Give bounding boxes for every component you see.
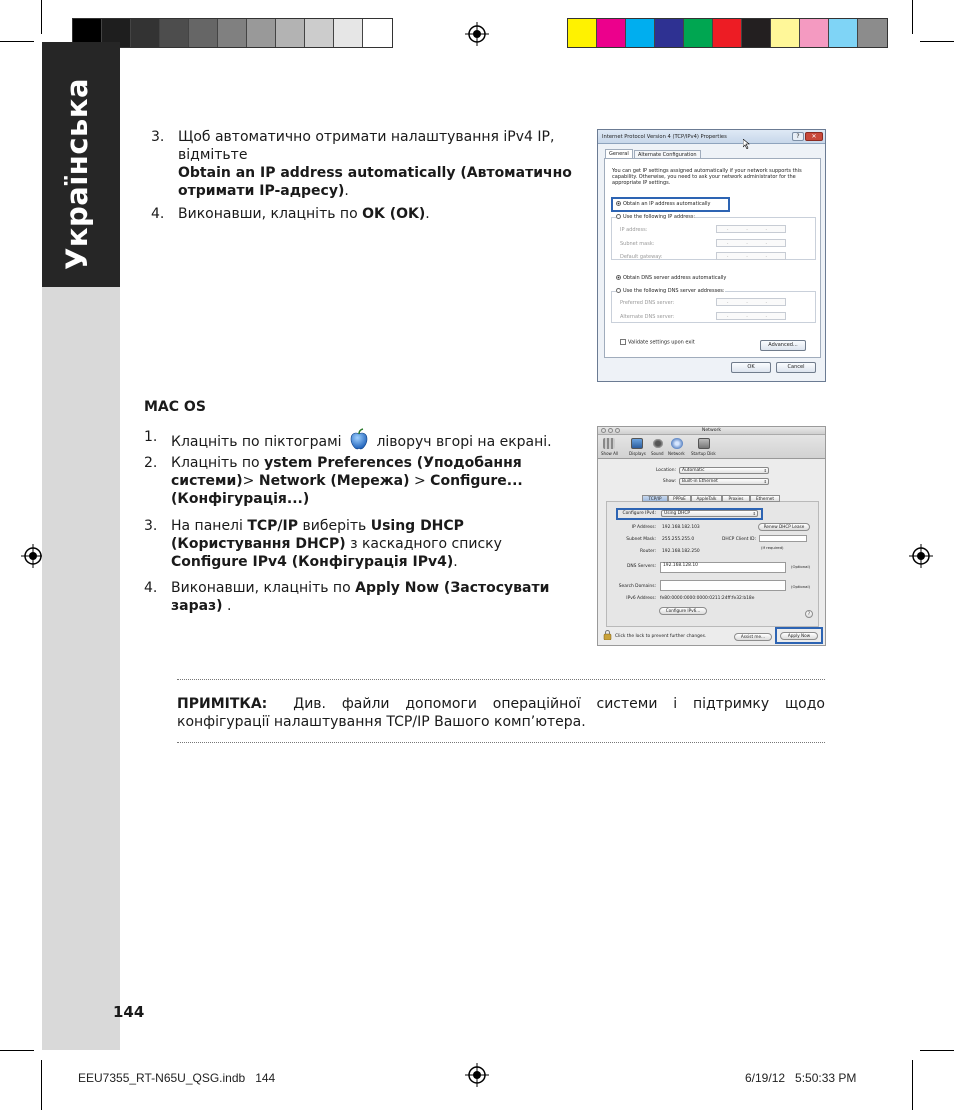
dhcp-client-id-label: DHCP Client ID: — [721, 537, 756, 542]
crop-mark — [0, 41, 34, 42]
registration-mark-icon — [465, 1063, 489, 1087]
toolbar-label: Startup Disk — [691, 451, 716, 456]
tab-alternate-configuration[interactable]: Alternate Configuration — [634, 150, 701, 159]
registration-mark-icon — [909, 544, 933, 568]
toolbar-label: Sound — [651, 451, 664, 456]
note-block — [177, 695, 825, 731]
system-preferences-bold: ystem Preferences (Уподобання системи) — [171, 455, 522, 489]
displays-icon[interactable] — [631, 438, 643, 449]
show-label: Show: — [662, 479, 676, 484]
step-text — [178, 128, 588, 200]
configure-ipv4-label: Configure IPv4: — [622, 511, 656, 516]
note-label: ПРИМІТКА: — [177, 696, 268, 712]
configure-ipv4-popup[interactable]: Using DHCP ⇕ — [661, 510, 758, 517]
toolbar-label: Show All — [601, 451, 619, 456]
tab-proxies[interactable]: Proxies — [722, 495, 750, 502]
ipv6-address-label: IPv6 Address: — [626, 596, 656, 601]
color-swatch — [771, 19, 800, 47]
sound-icon[interactable] — [652, 438, 664, 449]
lock-icon[interactable] — [603, 630, 612, 640]
crop-mark — [920, 1050, 954, 1051]
crop-mark — [0, 1050, 34, 1051]
toolbar-label: Displays — [629, 451, 646, 456]
step-number: 1. — [144, 429, 158, 445]
configure-bold: Configure... (Конфігурація...) — [171, 473, 523, 507]
obtain-ip-bold: Obtain an IP address automatically (Автоматично отримати IP-адресу) — [178, 165, 572, 199]
checkbox-icon — [620, 339, 626, 345]
dns-servers-label: DNS Servers: — [626, 564, 656, 569]
using-dhcp-bold: Using DHCP (Користування DHCP) — [171, 518, 464, 552]
note-divider-bottom — [177, 742, 825, 743]
apply-now-button[interactable]: Apply Now — [780, 632, 818, 640]
footer-file-info: EEU7355_RT-N65U_QSG.indb 144 — [78, 1071, 276, 1085]
alternate-dns-field[interactable]: . . . — [716, 312, 786, 320]
side-language-title: Українська — [60, 77, 94, 270]
color-swatch — [597, 19, 626, 47]
color-swatch — [800, 19, 829, 47]
color-swatch — [713, 19, 742, 47]
step-number: 2. — [144, 455, 158, 471]
obtain-ip-radio[interactable] — [616, 201, 711, 207]
step-line: відмітьте — [178, 147, 248, 163]
router-value: 192.168.182.250 — [662, 549, 700, 554]
startup-disk-icon[interactable] — [698, 438, 710, 449]
close-icon[interactable]: ✕ — [805, 132, 823, 141]
step-pre: Клацніть по піктограмі — [171, 434, 342, 450]
help-icon[interactable]: ? — [792, 132, 804, 141]
punct: . — [344, 183, 349, 199]
ok-bold: OK (OK) — [362, 206, 426, 222]
tcpip-bold: TCP/IP — [247, 518, 299, 534]
dhcp-client-id-field[interactable] — [759, 535, 807, 542]
color-swatch — [684, 19, 713, 47]
subnet-mask-label: Subnet Mask: — [626, 537, 656, 542]
process-color-bar — [567, 18, 888, 48]
gateway-label: Default gateway: — [620, 254, 663, 260]
obtain-dns-radio[interactable] — [616, 275, 726, 281]
color-swatch — [568, 19, 597, 47]
cancel-button[interactable]: Cancel — [776, 362, 816, 373]
grayscale-color-bar — [72, 18, 393, 48]
checkbox-label: Validate settings upon exit — [628, 339, 695, 346]
advanced-button[interactable]: Advanced... — [760, 340, 806, 351]
if-required-note: (If required) — [761, 545, 784, 550]
crop-mark — [41, 1060, 42, 1110]
ipv6-address-value: fe80:0000:0000:0000:0211:24ff:fe32:b18e — [660, 596, 755, 601]
registration-mark-icon — [465, 22, 489, 46]
crop-mark — [41, 0, 42, 34]
note-divider-top — [177, 679, 825, 680]
radio-selected-icon — [616, 275, 621, 280]
radio-label: Use the following DNS server addresses: — [623, 288, 725, 294]
color-swatch — [829, 19, 858, 47]
color-swatch — [858, 19, 887, 47]
toolbar-label: Network — [668, 451, 685, 456]
step-pre: Клацніть по — [171, 455, 265, 471]
optional-note: (Optional) — [791, 584, 811, 589]
ip-address-label: IP Address: — [631, 525, 656, 530]
subnet-mask-value: 255.255.255.0 — [662, 537, 695, 542]
color-swatch — [655, 19, 684, 47]
step-line: Щоб автоматично отримати налаштування iPv4 IP, — [178, 129, 555, 145]
punct: . — [453, 554, 458, 570]
step-text — [171, 517, 581, 571]
color-swatch — [305, 19, 334, 47]
step-number: 3. — [151, 129, 165, 145]
color-swatch — [334, 19, 363, 47]
alternate-dns-label: Alternate DNS server: — [620, 314, 675, 320]
network-bold: Network (Мережа) — [258, 473, 410, 489]
configure-ipv4-bold: Configure IPv4 (Конфігурація IPv4) — [171, 554, 454, 570]
apply-now-bold: Apply Now (Застосувати зараз) — [171, 580, 550, 614]
punct: . — [425, 206, 430, 222]
help-button[interactable]: ? — [805, 610, 813, 618]
mac-titlebar — [598, 427, 825, 435]
configure-ipv6-button[interactable]: Configure IPv6... — [659, 607, 707, 615]
mac-toolbar — [598, 435, 825, 459]
general-panel — [604, 158, 821, 358]
ip-address-label: IP address: — [620, 227, 648, 233]
step-mid: виберіть — [298, 518, 371, 534]
tab-general[interactable]: General — [605, 149, 633, 159]
radio-icon — [616, 214, 621, 219]
mac-os-heading: MAC OS — [144, 399, 206, 415]
tab-pppoe[interactable]: PPPoE — [668, 495, 691, 502]
ip-address-field[interactable]: . . . — [716, 225, 786, 233]
location-popup[interactable]: Automatic ⇕ — [679, 467, 769, 474]
renew-dhcp-button[interactable]: Renew DHCP Lease — [758, 523, 810, 531]
use-ip-radio[interactable] — [616, 214, 695, 220]
step-text — [171, 454, 566, 508]
optional-note: (Optional) — [791, 564, 811, 569]
step-number: 3. — [144, 518, 158, 534]
color-swatch — [131, 19, 160, 47]
search-domains-label: Search Domains: — [618, 584, 656, 589]
tab-appletalk[interactable]: AppleTalk — [691, 495, 722, 502]
color-swatch — [189, 19, 218, 47]
step-post: ліворуч вгорі на екрані. — [376, 434, 552, 450]
step-line — [178, 164, 588, 200]
search-domains-field[interactable] — [660, 580, 786, 591]
radio-icon — [616, 288, 621, 293]
color-swatch — [218, 19, 247, 47]
color-swatch — [363, 19, 392, 47]
subnet-field[interactable]: . . . — [716, 239, 786, 247]
color-swatch — [742, 19, 771, 47]
preferred-dns-label: Preferred DNS server: — [620, 300, 675, 306]
radio-label: Obtain an IP address automatically — [623, 201, 711, 207]
crop-mark — [920, 41, 954, 42]
radio-label: Use the following IP address: — [623, 214, 696, 220]
step-text — [178, 205, 430, 223]
location-label: Location: — [655, 468, 676, 473]
dns-servers-field[interactable]: 192.168.128.10 — [660, 562, 786, 573]
step-pre: Виконавши, клацніть по — [171, 580, 356, 596]
note-text: Див. файли допомоги операційної системи і підтримку щодо конфігурації налаштування TCP/IP Вашого комп’ютера. — [177, 696, 825, 730]
separator: > — [409, 473, 431, 489]
dialog-titlebar — [598, 130, 825, 144]
network-icon[interactable] — [671, 438, 683, 449]
mac-network-panel — [597, 426, 826, 646]
color-swatch — [247, 19, 276, 47]
step-pre: На панелі — [171, 518, 248, 534]
dialog-description: You can get IP settings assigned automatically if your network supports this capability. Otherwise, you need to ask your network administrator for the appropriate IP settings. — [612, 168, 802, 186]
step-pre: Виконавши, клацніть по — [178, 206, 363, 222]
mouse-cursor-icon — [743, 139, 750, 149]
tab-tcpip[interactable]: TCP/IP — [642, 495, 668, 502]
ip-address-value: 192.168.182.103 — [662, 525, 700, 530]
validate-checkbox[interactable] — [620, 339, 695, 346]
apple-icon — [348, 428, 370, 450]
footer-timestamp: 6/19/12 5:50:33 PM — [745, 1071, 857, 1085]
tab-ethernet[interactable]: Ethernet — [750, 495, 780, 502]
mac-window-title: Network — [701, 428, 722, 433]
gateway-field[interactable]: . . . — [716, 252, 786, 260]
preferred-dns-field[interactable]: . . . — [716, 298, 786, 306]
lock-text: Click the lock to prevent further changes. — [615, 634, 707, 639]
step-number: 4. — [144, 580, 158, 596]
router-label: Router: — [640, 549, 656, 554]
page-number: 144 — [113, 1003, 145, 1021]
radio-selected-icon — [616, 201, 621, 206]
crop-mark — [912, 0, 913, 34]
color-swatch — [276, 19, 305, 47]
separator: > — [242, 473, 259, 489]
use-dns-radio[interactable] — [616, 288, 725, 294]
show-popup[interactable]: Built-in Ethernet ⇕ — [679, 478, 769, 485]
color-swatch — [626, 19, 655, 47]
radio-label: Obtain DNS server address automatically — [623, 275, 727, 281]
step-text — [171, 579, 581, 615]
dialog-title: Internet Protocol Version 4 (TCP/IPv4) Properties — [602, 134, 727, 140]
color-swatch — [160, 19, 189, 47]
step-mid: з каскадного списку — [345, 536, 502, 552]
ok-button[interactable]: OK — [731, 362, 771, 373]
show-all-icon[interactable] — [603, 438, 615, 449]
assist-me-button[interactable]: Assist me... — [734, 633, 772, 641]
step-text — [171, 428, 552, 451]
punct: . — [222, 598, 232, 614]
subnet-label: Subnet mask: — [620, 241, 655, 247]
step-number: 4. — [151, 206, 165, 222]
crop-mark — [912, 1060, 913, 1110]
ipv4-properties-dialog — [597, 129, 826, 382]
